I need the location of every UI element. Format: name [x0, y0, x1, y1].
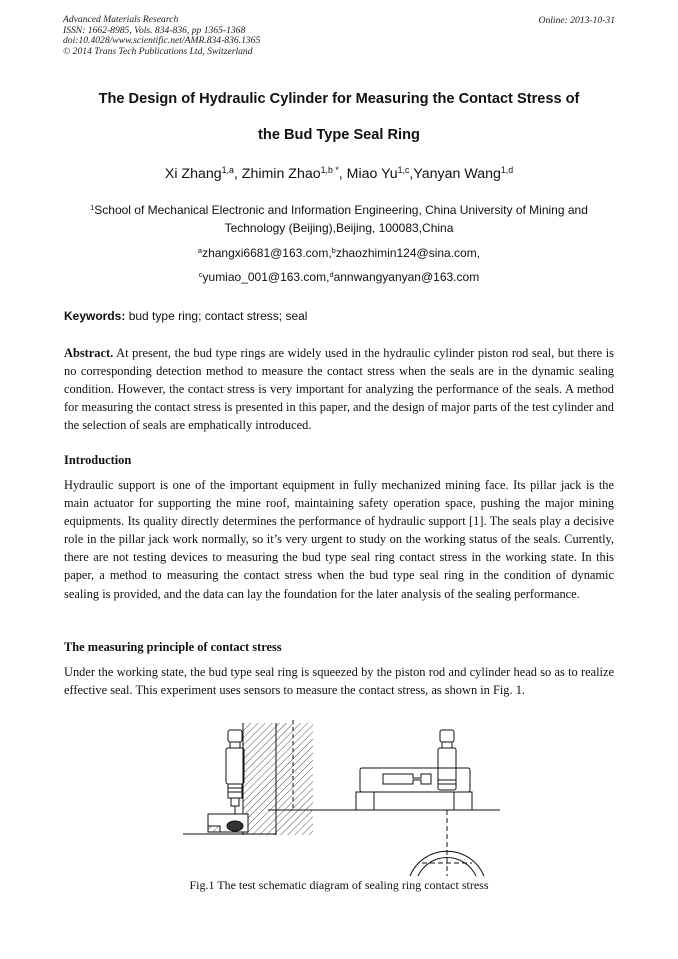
affiliation-line-2: Technology (Beijing),Beijing, 100083,China: [224, 221, 454, 235]
paper-title-line-1: The Design of Hydraulic Cylinder for Measuring the Contact Stress of: [98, 91, 580, 107]
abstract-paragraph: [64, 344, 614, 434]
author-1: Xi Zhang$^{1,a}$,: [164, 165, 242, 182]
author-3: Miao Yu$^{1,c}$,: [346, 165, 414, 182]
affiliation-line-1: $^1$School of Mechanical Electronic and Information Engineering, China University of Mining and: [90, 202, 588, 217]
email-link[interactable]: yumiao_001@163.com,: [202, 270, 330, 284]
author-list: [40, 166, 638, 182]
journal-metadata: [63, 15, 260, 57]
email-link[interactable]: zhaozhimin124@sina.com,: [335, 246, 481, 260]
doi-line: doi:10.4028/www.scientific.net/AMR.834-836.1365: [63, 35, 261, 47]
email-link[interactable]: annwangyanyan@163.com: [333, 270, 480, 284]
section-heading-introduction: Introduction: [64, 453, 132, 467]
online-date: Online: 2013-10-31: [538, 15, 615, 26]
email-line-1: $^a$zhangxi6681@163.com,$^b$zhaozhimin124@sina.com,: [197, 245, 481, 260]
email-link[interactable]: zhangxi6681@163.com,: [202, 246, 332, 260]
author-4: Yanyan Wang$^{1,d}$: [413, 165, 514, 182]
cylinder-head-hatch: [243, 723, 313, 835]
section-heading-principle: The measuring principle of contact stress: [64, 640, 282, 654]
issn-line: ISSN: 1662-8985, Vols. 834-836, pp 1365-1368: [63, 24, 246, 36]
abstract-label: Abstract.: [64, 346, 114, 360]
author-2: Zhimin Zhao$^{1,b *}$,: [241, 165, 347, 182]
paper-title-line-2: the Bud Type Seal Ring: [258, 127, 420, 143]
journal-name: Advanced Materials Research: [63, 14, 179, 25]
keywords: Keywords: bud type ring; contact stress; seal: [64, 309, 308, 323]
figure-1-schematic: [178, 718, 502, 878]
abstract-text: At present, the bud type rings are widely used in the hydraulic cylinder piston rod seal, but there is no corresponding detection method to measure the contact stress when the seals are in the dynamic sealing condition. However, the contact stress is very important for analyzing the performance of the seals. A method for measuring the contact stress is presented in this paper, and the design of major parts of the test cylinder and the selection of seals are emphatically introduced.: [64, 346, 614, 433]
copyright-line: © 2014 Trans Tech Publications Ltd, Switzerland: [63, 45, 253, 57]
email-line-2: $^c$yumiao_001@163.com,$^d$annwangyanyan@163.com: [198, 269, 480, 284]
introduction-paragraph: Hydraulic support is one of the important equipment in fully mechanized mining face. Its pillar jack is the main actuator for supporting the mine roof, maintaining safety operation space, pushing the major mining equipments. Its quality directly determines the performance of hydraulic support [1]. The seals play a decisive role in the pillar jack work normally, so it’s very urgent to study on the working status of the seals. Currently, there are not testing devices to measuring the bud type seal ring contact stress in the working state. In this paper, a method to measuring the contact stress when the bud type seal ring in the condition of dynamic sealing is provided, and the data can lay the foundation for the later analysis of the sealing performance.: [64, 478, 614, 601]
figure-caption: Fig.1 The test schematic diagram of sealing ring contact stress: [189, 878, 489, 892]
principle-paragraph: Under the working state, the bud type seal ring is squeezed by the piston rod and cylinder head so as to realize effective seal. This experiment uses sensors to measure the contact stress, as shown in Fig. 1.: [64, 665, 614, 698]
